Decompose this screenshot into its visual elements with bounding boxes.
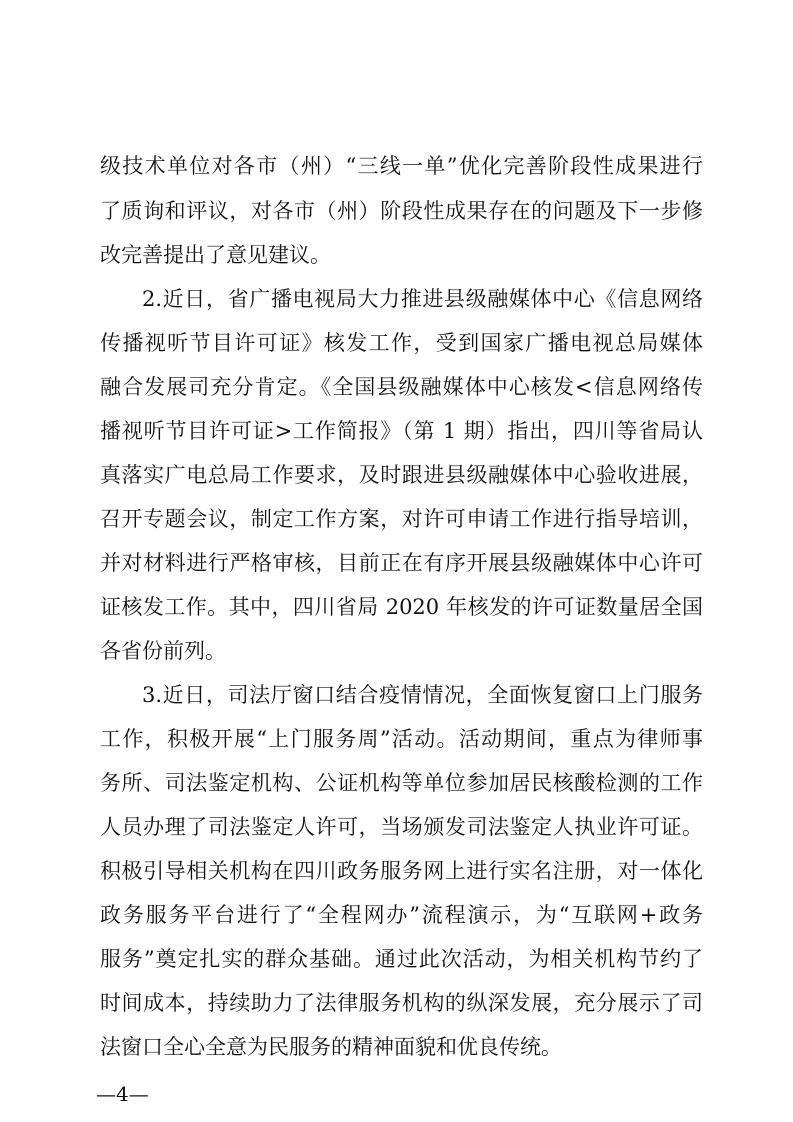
page-number: —4— (96, 1082, 149, 1106)
text-line: 了质询和评议，对各市（州）阶段性成果存在的问题及下一步修 (100, 199, 703, 223)
text-line: 政务服务平台进行了“全程网办”流程演示，为“互联网+政务 (100, 903, 703, 927)
text-line: 传播视听节目许可证》核发工作，受到国家广播电视总局媒体 (100, 331, 703, 355)
text-line: 播视听节目许可证>工作简报》（第 1 期）指出，四川等省局认 (100, 419, 703, 443)
text-line: 法窗口全心全意为民服务的精神面貌和优良传统。 (100, 1035, 562, 1059)
text-line: 证核发工作。其中，四川省局 2020 年核发的许可证数量居全国 (100, 595, 703, 619)
text-line: 并对材料进行严格审核，目前正在有序开展县级融媒体中心许可 (100, 551, 703, 575)
text-line: 真落实广电总局工作要求，及时跟进县级融媒体中心验收进展， (100, 463, 703, 487)
text-line: 融合发展司充分肯定。《全国县级融媒体中心核发<信息网络传 (100, 375, 703, 399)
text-line: 积极引导相关机构在四川政务服务网上进行实名注册，对一体化 (100, 859, 703, 883)
text-line: 召开专题会议，制定工作方案，对许可申请工作进行指导培训， (100, 507, 703, 531)
text-line: 工作，积极开展“上门服务周”活动。活动期间，重点为律师事 (100, 727, 703, 751)
text-line: 级技术单位对各市（州）“三线一单”优化完善阶段性成果进行 (100, 154, 703, 178)
text-line: 2.近日，省广播电视局大力推进县级融媒体中心《信息网络 (142, 287, 703, 311)
text-line: 人员办理了司法鉴定人许可，当场颁发司法鉴定人执业许可证。 (100, 815, 703, 839)
text-line: 时间成本，持续助力了法律服务机构的纵深发展，充分展示了司 (100, 991, 703, 1015)
text-line: 3.近日，司法厅窗口结合疫情情况，全面恢复窗口上门服务 (142, 683, 703, 707)
text-line: 改完善提出了意见建议。 (100, 243, 331, 267)
text-line: 务所、司法鉴定机构、公证机构等单位参加居民核酸检测的工作 (100, 771, 703, 795)
text-line: 各省份前列。 (100, 639, 226, 663)
text-line: 服务”奠定扎实的群众基础。通过此次活动，为相关机构节约了 (100, 947, 703, 971)
